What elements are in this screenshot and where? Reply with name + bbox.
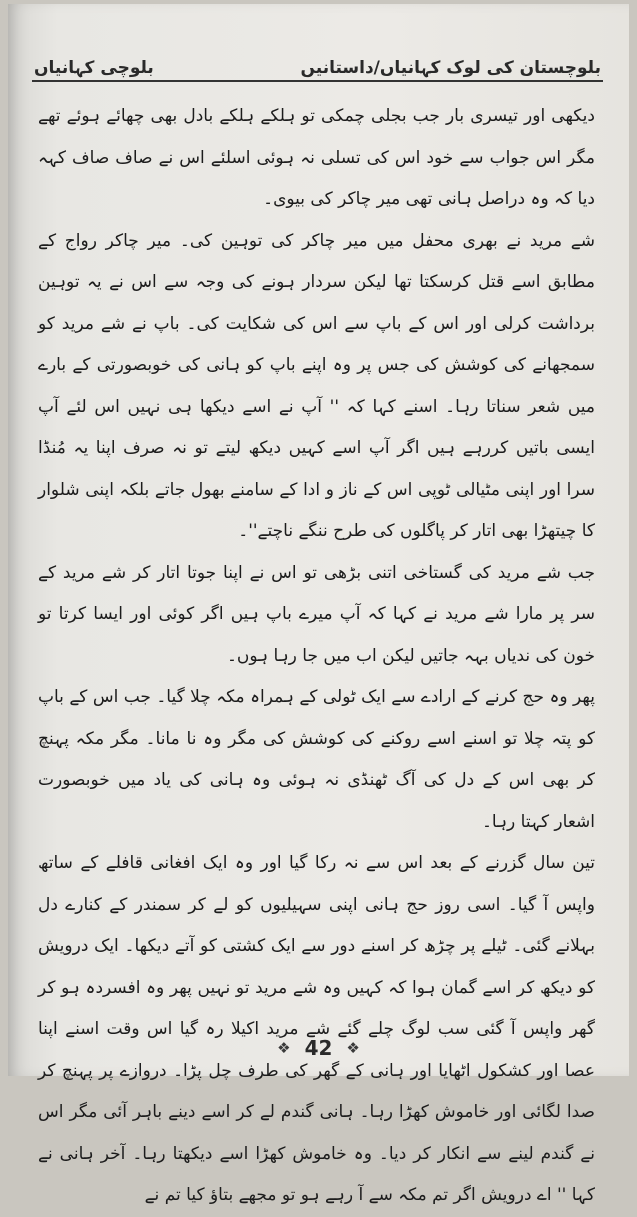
paragraph: تین سال گزرنے کے بعد اس سے نہ رکا گیا اور وہ ایک افغانی قافلے کے ساتھ واپس آ گیا۔ اسی روز حج ہانی اپنی سہیلیوں کو لے کر سمندر کے کنارے دل بہلانے گئی۔ ٹیلے پر چڑھ کر اسنے دور سے ایک کشتی کو آتے دیکھا۔ ایک درویش کو دیکھ کر اسے گمان ہوا کہ کہیں وہ شے مرید تو نہیں پھر وہ افسردہ ہو کر گھر واپس آ گئی سب لوگ چلے گئے شے مرید اکیلا رہ گیا اس وقت اسنے اپنا عصا اور کشکول اٹھایا اور ہانی کے گھر کی طرف چل پڑا۔ دروازے پر پہنچ کر صدا لگائی اور خاموش کھڑا رہا۔ ہانی گندم لے کر اسے دینے باہر آئی مگر اس نے گندم لینے سے انکار کر دیا۔ وہ خاموش کھڑا اسے دیکھتا رہا۔ آخر ہانی نے کہا '' اے درویش اگر تم مکہ سے آ رہے ہو تو مجھے بتاؤ کیا تم نے [38,853,595,1205]
running-header [34,44,601,78]
page-footer [8,1036,629,1060]
page-number: 42 [304,1036,333,1060]
ornament-right-icon: ❖ [346,1039,360,1057]
header-divider [32,80,603,82]
chapter-title: بلوچی کہانیاں [34,58,154,78]
book-title: بلوچستان کی لوک کہانیاں/داستانیں [300,58,601,78]
ornament-left-icon: ❖ [277,1039,291,1057]
paragraph: جب شے مرید کی گستاخی اتنی بڑھی تو اس نے اپنا جوتا اتار کر شے مرید کے سر پر مارا شے مرید نے کہا کہ آپ میرے باپ ہیں اگر کوئی اور ایسا کرتا تو خون کی ندیاں بہہ جاتیں لیکن اب میں جا رہا ہوں۔ [38,562,595,666]
paragraph: دیکھی اور تیسری بار جب بجلی چمکی تو ہلکے ہلکے بادل بھی چھائے ہوئے تھے مگر اس جواب سے خود اس کی تسلی نہ ہوئی اسلئے اس نے صاف صاف کہہ دیا کہ وہ دراصل ہانی تھی میر چاکر کی بیوی۔ [38,106,595,209]
paragraph: پھر وہ حج کرنے کے ارادے سے ایک ٹولی کے ہمراہ مکہ چلا گیا۔ جب اس کے باپ کو پتہ چلا تو اسنے اسے روکنے کی کوشش کی مگر وہ نا مانا۔ مگر مکہ پہنچ کر بھی اس کے دل کی آگ ٹھنڈی نہ ہوئی وہ ہانی کی یاد میں خوبصورت اشعار کہتا رہا۔ [38,687,595,832]
book-page [8,4,629,1205]
paragraph: شے مرید نے بھری محفل میں میر چاکر کی توہین کی۔ میر چاکر رواج کے مطابق اسے قتل کرسکتا تھا لیکن سردار ہونے کی وجہ سے اس نے یہ توہین برداشت کرلی اور اس کے باپ سے اس کی شکایت کی۔ باپ نے شے مرید کو سمجھانے کی کوشش کی جس پر وہ اپنے باپ کو ہانی کی خوبصورتی کے بارے میں شعر سناتا رہا۔ اسنے کہا کہ '' آپ نے اسے دیکھا ہی نہیں اس لئے آپ ایسی باتیں کررہے ہیں اگر آپ اسے کہیں دیکھ لیتے تو نہ صرف اپنا یہ مُنڈا سرا اور اپنی مٹیالی ٹوپی اس کے ناز و ادا کے سامنے بھول جاتے بلکہ اپنی شلوار کا چیتھڑا بھی اتار کر پاگلوں کی طرح ننگے ناچتے''۔ [38,230,595,541]
